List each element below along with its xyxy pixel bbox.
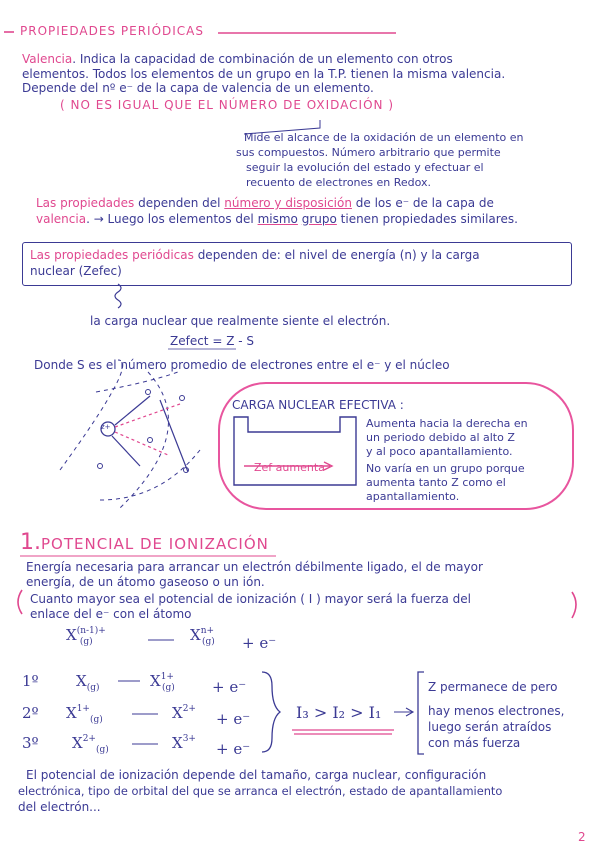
valencia-line-1 [22, 52, 453, 67]
reaction-3-electron: + e⁻ [216, 740, 251, 758]
mismo-word: mismo [257, 212, 298, 226]
page-title: PROPIEDADES PERIÓDICAS [20, 24, 204, 38]
section-number: 1. [20, 530, 41, 555]
electron-dot [146, 390, 151, 395]
species: X [66, 626, 77, 644]
cloud-line-3: y al poco apantallamiento. [366, 445, 513, 458]
properties-text: dependen del [134, 196, 225, 210]
cloud-title: CARGA NUCLEAR EFECTIVA : [232, 398, 404, 412]
reaction-1-right [150, 674, 175, 692]
bracket-icon [418, 672, 424, 754]
box-line-2: nuclear (Zefec) [30, 264, 122, 278]
charge: 1+ [160, 672, 174, 682]
general-reaction-right [190, 628, 215, 646]
reaction-2-left [66, 706, 103, 724]
state: (g) [79, 637, 93, 647]
conclusion-line-1: El potencial de ionización depende del tamaño, carga nuclear, configuración [26, 768, 487, 782]
species: X [76, 672, 87, 690]
box-line-1 [30, 248, 480, 263]
ionization-order: I₃ > I₂ > I₁ [296, 703, 382, 722]
order-explanation-3: luego serán atraídos [428, 720, 552, 734]
note-paren-left [18, 590, 22, 614]
reaction-2-electron: + e⁻ [216, 710, 251, 728]
reaction-3-ordinal: 3º [22, 734, 39, 752]
squiggle-icon [115, 284, 121, 308]
nucleus-label: z+ [101, 423, 111, 431]
order-explanation-1: Z permanece de pero [428, 680, 558, 694]
reaction-1-ordinal: 1º [22, 672, 39, 690]
species: X [190, 626, 201, 644]
valencia-definition: . Indica la capacidad de combinación de un elemento con otros [72, 52, 453, 66]
box-term: Las propiedades periódicas [30, 248, 194, 262]
zefect-description: la carga nuclear que realmente siente el electrón. [90, 314, 391, 328]
properties-text: . → Luego los elementos del [86, 212, 258, 226]
attraction-arrow-2 [115, 432, 168, 455]
properties-line-1 [36, 196, 494, 211]
valencia-word: valencia [36, 212, 87, 226]
electron-dot [180, 396, 185, 401]
valencia-line-3: Depende del nº e⁻ de la capa de valencia de un elemento. [22, 81, 374, 95]
cloud-line-1: Aumenta hacia la derecha en [366, 417, 528, 430]
repulsion-arrow-3 [160, 400, 188, 472]
oxidation-line-1: Mide el alcance de la oxidación de un elemento en [244, 131, 524, 144]
cloud-line-2: un periodo debido al alto Z [366, 431, 515, 444]
general-electron: + e⁻ [242, 634, 277, 652]
electron-dot [148, 438, 153, 443]
charge: (n-1)+ [76, 626, 106, 636]
order-explanation-4: con más fuerza [428, 736, 521, 750]
conclusion-line-2: electrónica, tipo de orbital del que se arranca el electrón, estado de apantallamiento [18, 784, 503, 798]
orbit-arc-outer [96, 372, 200, 500]
repulsion-arrow-2 [112, 436, 140, 466]
zefect-donde: Donde S es el número promedio de electrones entre el e⁻ y el núcleo [34, 358, 450, 372]
species: X [172, 734, 183, 752]
reaction-2-ordinal: 2º [22, 704, 39, 722]
reaction-1-electron: + e⁻ [212, 678, 247, 696]
reaction-3-right [172, 736, 196, 754]
species: X [72, 734, 83, 752]
species: X [150, 672, 161, 690]
valencia-term: Valencia [22, 52, 73, 66]
oxidation-line-4: recuento de electrones en Redox. [246, 176, 432, 189]
charge: 2+ [82, 734, 96, 744]
order-explanation-2: hay menos electrones, [428, 704, 565, 718]
properties-text-end: de los e⁻ de la capa de [351, 196, 494, 210]
properties-line-2 [36, 212, 518, 227]
cloud-line-5: aumenta tanto Z como el [366, 476, 506, 489]
zef-arrow-label: Zef aumenta [254, 461, 325, 474]
reaction-2-right [172, 706, 196, 724]
state: (g) [161, 683, 175, 693]
valencia-line-2: elementos. Todos los elementos de un grupo en la T.P. tienen la misma valencia. [22, 67, 506, 81]
ionization-def-2: energía, de un átomo gaseoso o un ión. [26, 575, 265, 589]
oxidation-line-2: sus compuestos. Número arbitrario que permite [236, 146, 501, 159]
oxidation-note: ( NO ES IGUAL QUE EL NÚMERO DE OXIDACIÓN ) [60, 98, 395, 112]
general-reaction-left [66, 626, 106, 647]
state: (g) [86, 683, 100, 693]
reaction-3-left [72, 736, 109, 754]
box-text: dependen de: el nivel de energía (n) y la carga [193, 248, 480, 262]
cloud-line-4: No varía en un grupo porque [366, 462, 525, 475]
charge: 1+ [76, 704, 90, 714]
charge: 3+ [182, 734, 196, 744]
section-heading [20, 530, 269, 557]
ionization-def-1: Energía necesaria para arrancar un electrón débilmente ligado, el de mayor [26, 560, 483, 574]
state: (g) [89, 715, 103, 725]
conclusion-line-3: del electrón... [18, 800, 101, 814]
reaction-1-left [76, 674, 99, 692]
species: X [172, 704, 183, 722]
species: X [66, 704, 77, 722]
state: (g) [202, 637, 215, 647]
brace-icon [262, 672, 280, 752]
orbit-arc [60, 360, 168, 508]
properties-highlight: número y disposición [224, 196, 352, 210]
electron-dot [98, 464, 103, 469]
charge: 2+ [182, 704, 196, 714]
ionization-note-1: Cuanto mayor sea el potencial de ionización ( I ) mayor será la fuerza del [30, 592, 471, 606]
note-paren-right [572, 592, 576, 618]
attraction-arrow [115, 404, 180, 427]
zefect-formula: Zefect = Z - S [170, 334, 254, 348]
page-number: 2 [578, 830, 586, 844]
ionization-note-2: enlace del e⁻ con el átomo [30, 607, 192, 621]
properties-text-end: tienen propiedades similares. [336, 212, 518, 226]
section-title: POTENCIAL DE IONIZACIÓN [41, 535, 269, 553]
grupo-word: grupo [301, 212, 337, 226]
charge: n+ [200, 626, 215, 636]
properties-term: Las propiedades [36, 196, 135, 210]
state: (g) [95, 745, 109, 755]
cloud-line-6: apantallamiento. [366, 490, 460, 503]
oxidation-line-3: seguir la evolución del estado y efectuar el [246, 161, 484, 174]
